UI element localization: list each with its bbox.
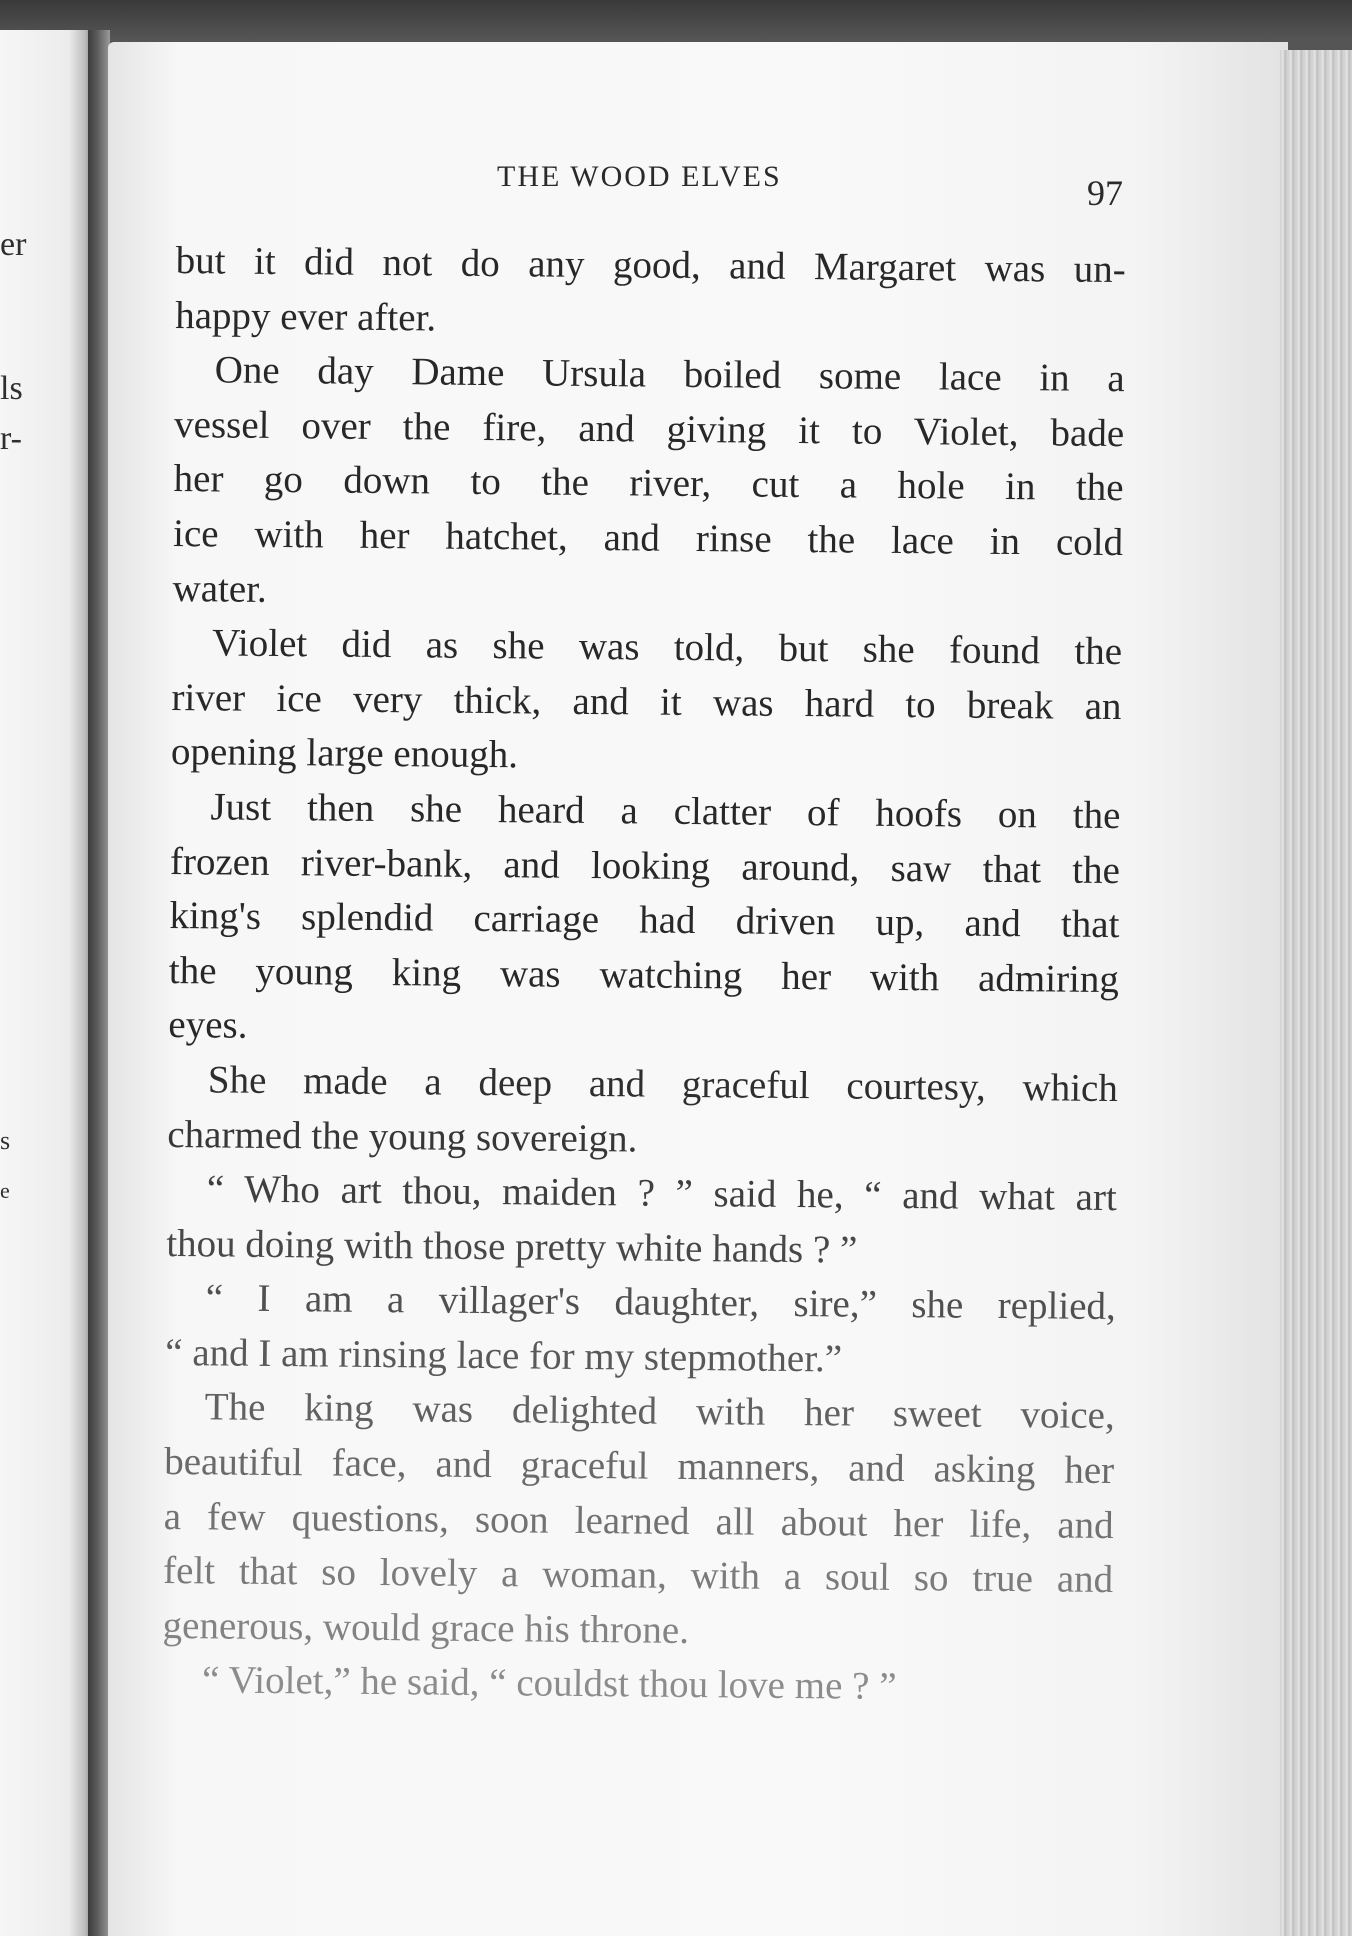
text-line: ice with her hatchet, and rinse the lace in cold <box>172 511 1124 565</box>
text-line: the young king was watching her with admiring <box>168 948 1120 1001</box>
text-line: water. <box>172 566 268 611</box>
text-line: a few questions, soon learned all about her life, and <box>163 1494 1114 1547</box>
left-page-edge <box>0 30 92 1936</box>
text-line: generous, would grace his throne. <box>162 1603 690 1652</box>
left-page-fragment: s <box>0 1126 11 1155</box>
text-line: “ Violet,” he said, “ couldst thou love me ? ” <box>201 1658 897 1709</box>
text-line: charmed the young sovereign. <box>167 1112 638 1160</box>
text-line: Violet did as she was told, but she found the <box>211 621 1123 674</box>
text-line: king's splendid carriage had driven up, and that <box>169 894 1120 947</box>
left-page-fragment: er <box>0 226 27 263</box>
text-line: felt that so lovely a woman, with a soul so true and <box>162 1549 1114 1602</box>
page-number: 97 <box>1087 173 1123 213</box>
text-line: eyes. <box>168 1003 248 1048</box>
text-line: her go down to the river, cut a hole in the <box>173 457 1124 510</box>
text-line: “ I am a villager's daughter, sire,” she replied, <box>205 1276 1116 1329</box>
text-line: frozen river-bank, and looking around, saw that the <box>169 839 1121 892</box>
text-line: thou doing with those pretty white hands ? ” <box>166 1221 858 1272</box>
text-line: She made a deep and graceful courtesy, which <box>207 1058 1119 1110</box>
body-text <box>162 234 1126 1717</box>
text-line: Just then she heard a clatter of hoofs on the <box>210 785 1121 838</box>
book-gutter <box>88 30 110 1936</box>
left-page-fragment: r- <box>0 420 22 457</box>
left-page-fragment: e <box>0 1178 10 1203</box>
running-head: THE WOOD ELVES <box>497 160 782 193</box>
page-edges <box>1280 50 1352 1936</box>
text-line: opening large enough. <box>170 730 519 777</box>
text-line: One day Dame Ursula boiled some lace in a <box>214 348 1125 401</box>
left-page-fragment: ls <box>0 370 23 407</box>
text-line: “ Who art thou, maiden ? ” said he, “ and what art <box>206 1167 1117 1220</box>
text-line: happy ever after. <box>175 293 437 340</box>
text-line: vessel over the fire, and giving it to Violet, bade <box>173 402 1125 455</box>
text-line: The king was delighted with her sweet voice, <box>204 1385 1115 1438</box>
text-line: river ice very thick, and it was hard to break an <box>171 675 1122 728</box>
text-line: beautiful face, and graceful manners, and asking her <box>164 1440 1115 1493</box>
text-line: but it did not do any good, and Margaret was un- <box>175 238 1126 292</box>
text-line: “ and I am rinsing lace for my stepmother.” <box>165 1330 843 1381</box>
